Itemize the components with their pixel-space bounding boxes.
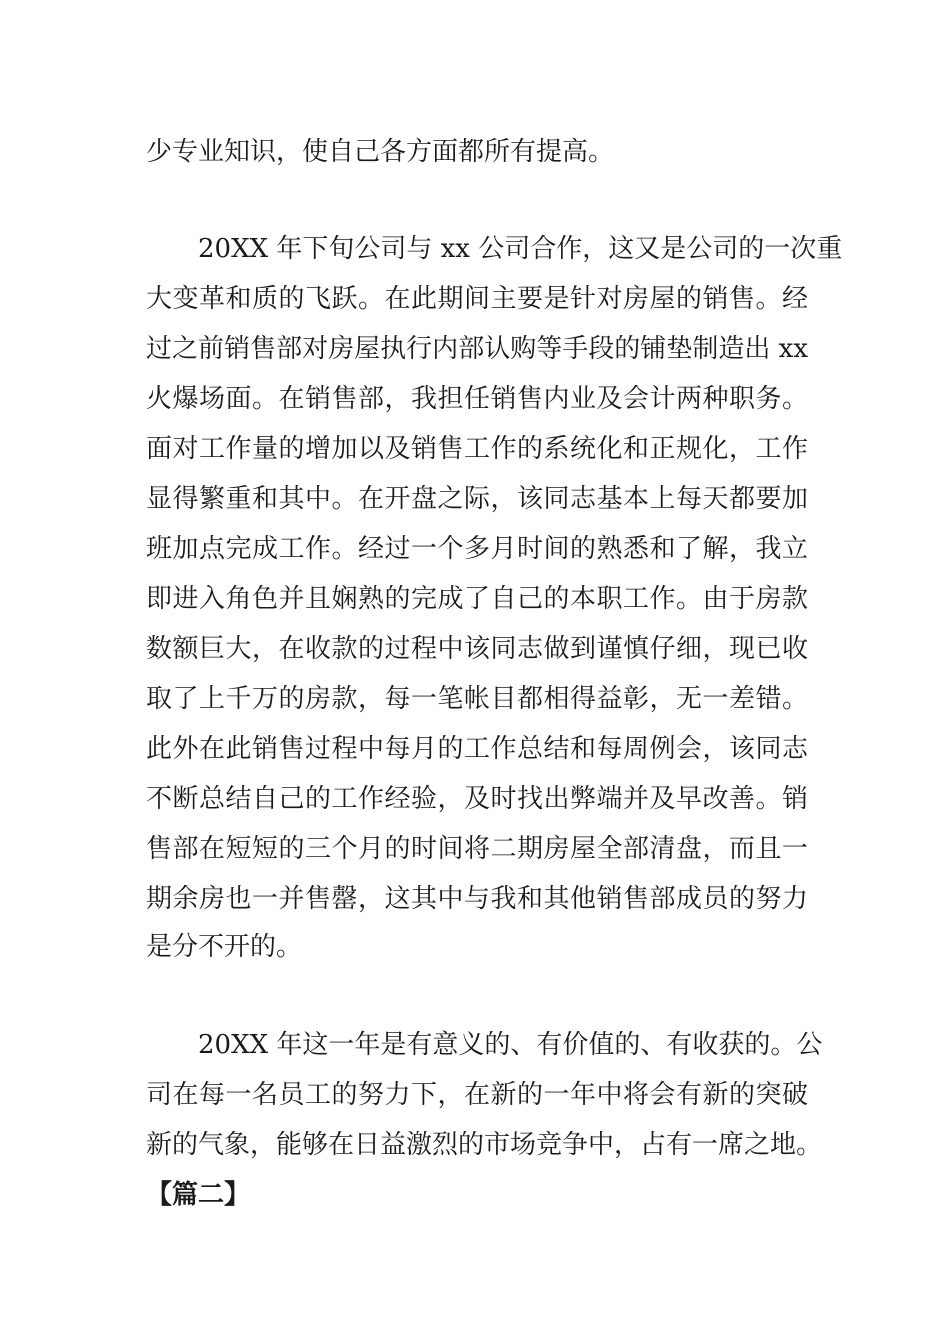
paragraph-0-line-1: 少专业知识，使自己各方面都所有提高。: [146, 137, 615, 167]
paragraph-1-line-14: 期余房也一并售罄，这其中与我和其他销售部成员的努力: [146, 884, 808, 914]
paragraph-1-line-5: 面对工作量的增加以及销售工作的系统化和正规化，工作: [146, 434, 808, 464]
paragraph-1-line-7: 班加点完成工作。经过一个多月时间的熟悉和了解，我立: [146, 534, 808, 564]
paragraph-1-line-6: 显得繁重和其中。在开盘之际，该同志基本上每天都要加: [146, 484, 808, 514]
paragraph-2-line-1: 20XX 年这一年是有意义的、有价值的、有收获的。公: [198, 1030, 823, 1060]
paragraph-1-line-12: 不断总结自己的工作经验，及时找出弊端并及早改善。销: [146, 784, 808, 814]
paragraph-1-line-8: 即进入角色并且娴熟的完成了自己的本职工作。由于房款: [146, 584, 808, 614]
paragraph-1-line-15: 是分不开的。: [146, 932, 303, 962]
paragraph-1-line-2: 大变革和质的飞跃。在此期间主要是针对房屋的销售。经: [146, 284, 808, 314]
paragraph-1-line-10: 取了上千万的房款，每一笔帐目都相得益彰，无一差错。: [146, 684, 808, 714]
paragraph-1-line-3: 过之前销售部对房屋执行内部认购等手段的铺垫制造出 xx: [146, 334, 808, 364]
section-heading: 【篇二】: [146, 1180, 251, 1210]
paragraph-2-line-3: 新的气象，能够在日益激烈的市场竞争中，占有一席之地。: [146, 1130, 823, 1160]
paragraph-2-line-2: 司在每一名员工的努力下，在新的一年中将会有新的突破: [146, 1080, 808, 1110]
paragraph-1-line-9: 数额巨大，在收款的过程中该同志做到谨慎仔细，现已收: [146, 634, 808, 664]
paragraph-1-line-4: 火爆场面。在销售部，我担任销售内业及会计两种职务。: [146, 384, 808, 414]
paragraph-1-line-11: 此外在此销售过程中每月的工作总结和每周例会，该同志: [146, 734, 808, 764]
paragraph-1-line-13: 售部在短短的三个月的时间将二期房屋全部清盘，而且一: [146, 834, 808, 864]
paragraph-1-line-1: 20XX 年下旬公司与 xx 公司合作，这又是公司的一次重: [198, 234, 843, 264]
